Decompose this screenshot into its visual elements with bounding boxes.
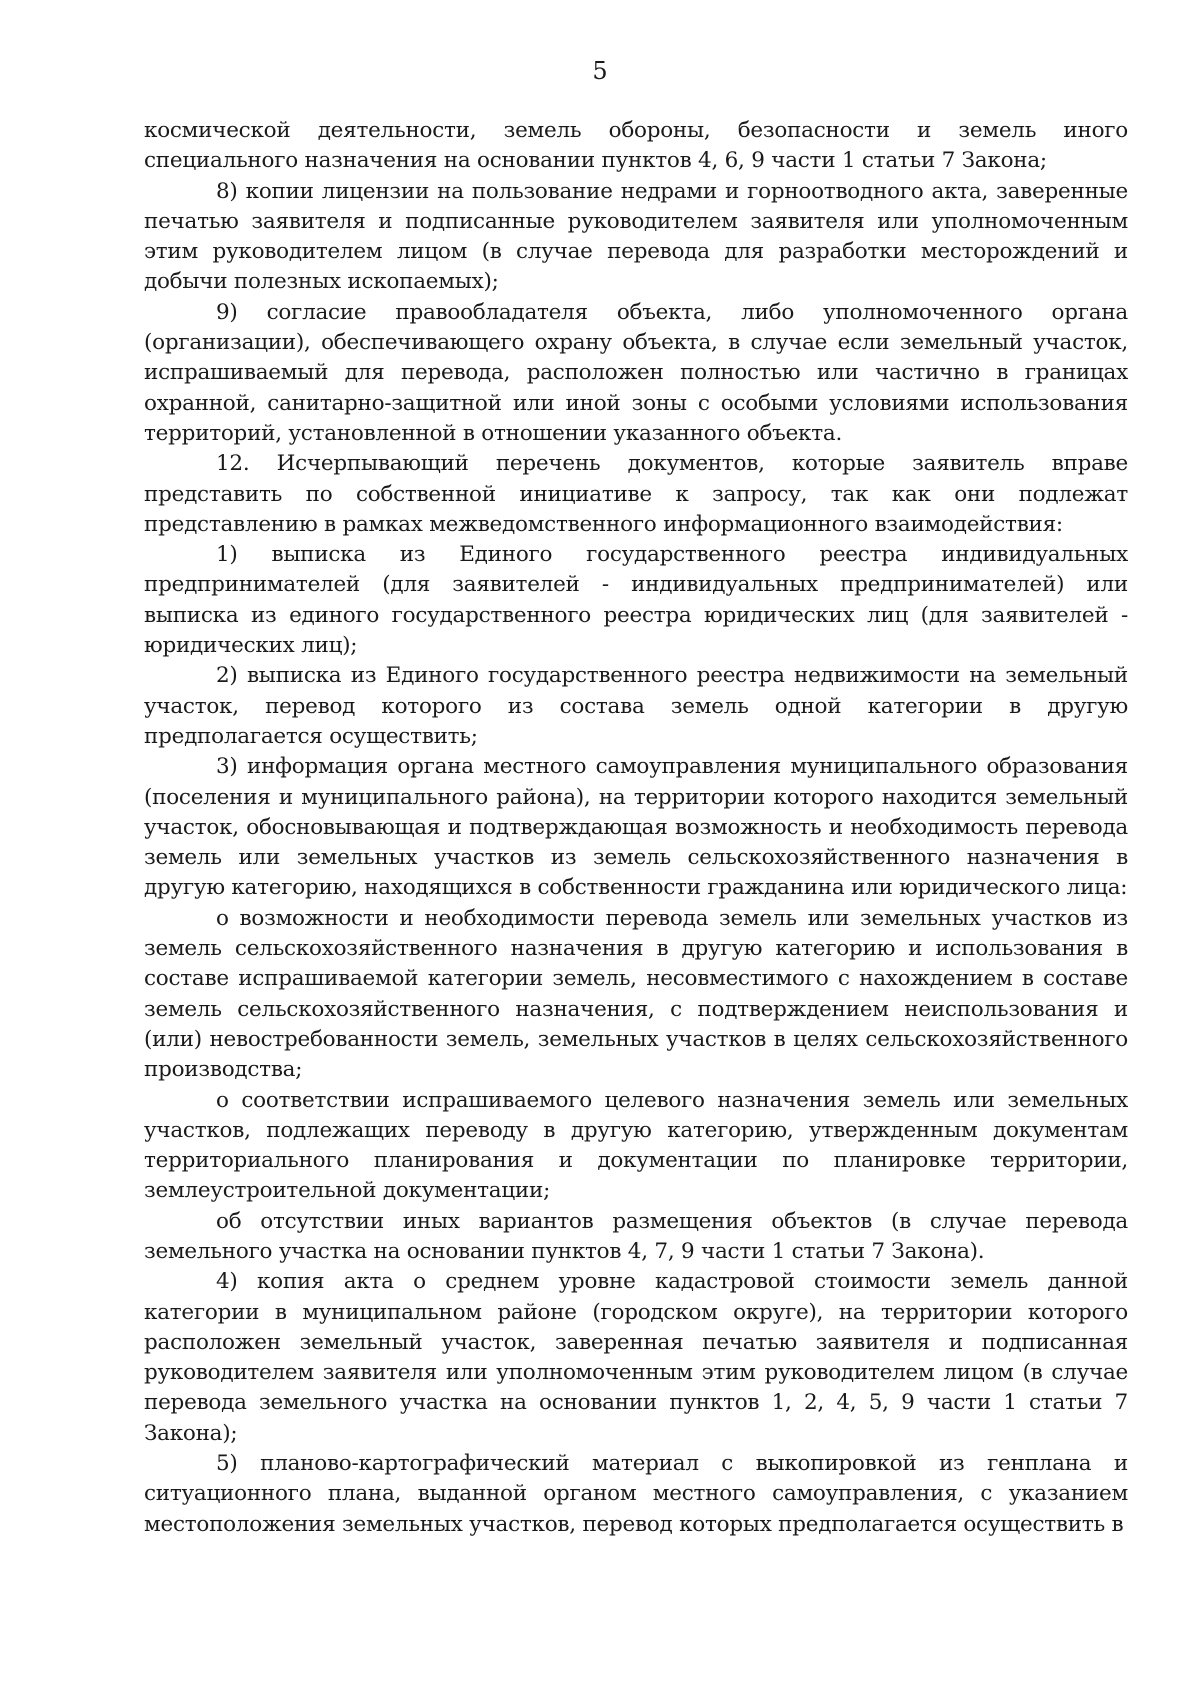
paragraph-continuation: космической деятельности, земель обороны, безопасности и земель иного специального назначения на основании пунктов 4, 6, 9 части 1 статьи 7 Закона; xyxy=(144,118,1128,174)
paragraph-subitem-possibility: о возможности и необходимости перевода земель или земельных участков из земель сельскохозяйственного назначения в другую категорию и использования в составе испрашиваемой категории земель, несовместимого с нахождением в составе земель сельскохозяйственного назначения, с подтверждением неиспользования и (или) невостребованности земель, земельных участков в целях сельскохозяйственного производства; xyxy=(144,905,1128,1083)
paragraph-item-8: 8) копии лицензии на пользование недрами и горноотводного акта, заверенные печатью заявителя и подписанные руководителем заявителя или уполномоченным этим руководителем лицом (в случае перевода для разработки месторождений и добычи полезных ископаемых); xyxy=(144,178,1128,295)
paragraph-item-4: 4) копия акта о среднем уровне кадастровой стоимости земель данной категории в муниципальном районе (городском округе), на территории которого расположен земельный участок, заверенная печатью заявителя и подписанная руководителем заявителя или уполномоченным этим руководителем лицом (в случае перевода земельного участка на основании пунктов 1, 2, 4, 5, 9 части 1 статьи 7 Закона); xyxy=(144,1269,1128,1446)
paragraph-item-5: 5) планово-картографический материал с выкопировкой из генплана и ситуационного плана, выданной органом местного самоуправления, с указанием местоположения земельных участков, перевод которых предполагается осуществить в xyxy=(144,1451,1128,1537)
paragraph-subitem-alternatives: об отсутствии иных вариантов размещения объектов (в случае перевода земельного участка на основании пунктов 4, 7, 9 части 1 статьи 7 Закона). xyxy=(144,1208,1128,1264)
page-number: 5 xyxy=(592,57,608,85)
paragraph-section-12: 12. Исчерпывающий перечень документов, которые заявитель вправе представить по собственной инициативе к запросу, так как они подлежат представлению в рамках межведомственного информационного взаимодействия: xyxy=(144,451,1128,537)
paragraph-subitem-conformity: о соответствии испрашиваемого целевого назначения земель или земельных участков, подлежащих переводу в другую категорию, утвержденным документам территориального планирования и документации по планировке территории, землеустроительной документации; xyxy=(144,1087,1128,1204)
document-body xyxy=(144,116,1128,1540)
paragraph-item-2: 2) выписка из Единого государственного реестра недвижимости на земельный участок, перевод которого из состава земель одной категории в другую предполагается осуществить; xyxy=(144,663,1128,749)
paragraph-item-3: 3) информация органа местного самоуправления муниципального образования (поселения и муниципального района), на территории которого находится земельный участок, обосновывающая и подтверждающая возможность и необходимость перевода земель или земельных участков из земель сельскохозяйственного назначения в другую категорию, находящихся в собственности гражданина или юридического лица: xyxy=(144,754,1128,901)
paragraph-item-9: 9) согласие правообладателя объекта, либо уполномоченного органа (организации), обеспечивающего охрану объекта, в случае если земельный участок, испрашиваемый для перевода, расположен полностью или частично в границах охранной, санитарно-защитной или иной зоны с особыми условиями использования территорий, установленной в отношении указанного объекта. xyxy=(144,299,1128,446)
paragraph-item-1: 1) выписка из Единого государственного реестра индивидуальных предпринимателей (для заявителей - индивидуальных предпринимателей) или выписка из единого государственного реестра юридических лиц (для заявителей - юридических лиц); xyxy=(144,542,1128,659)
